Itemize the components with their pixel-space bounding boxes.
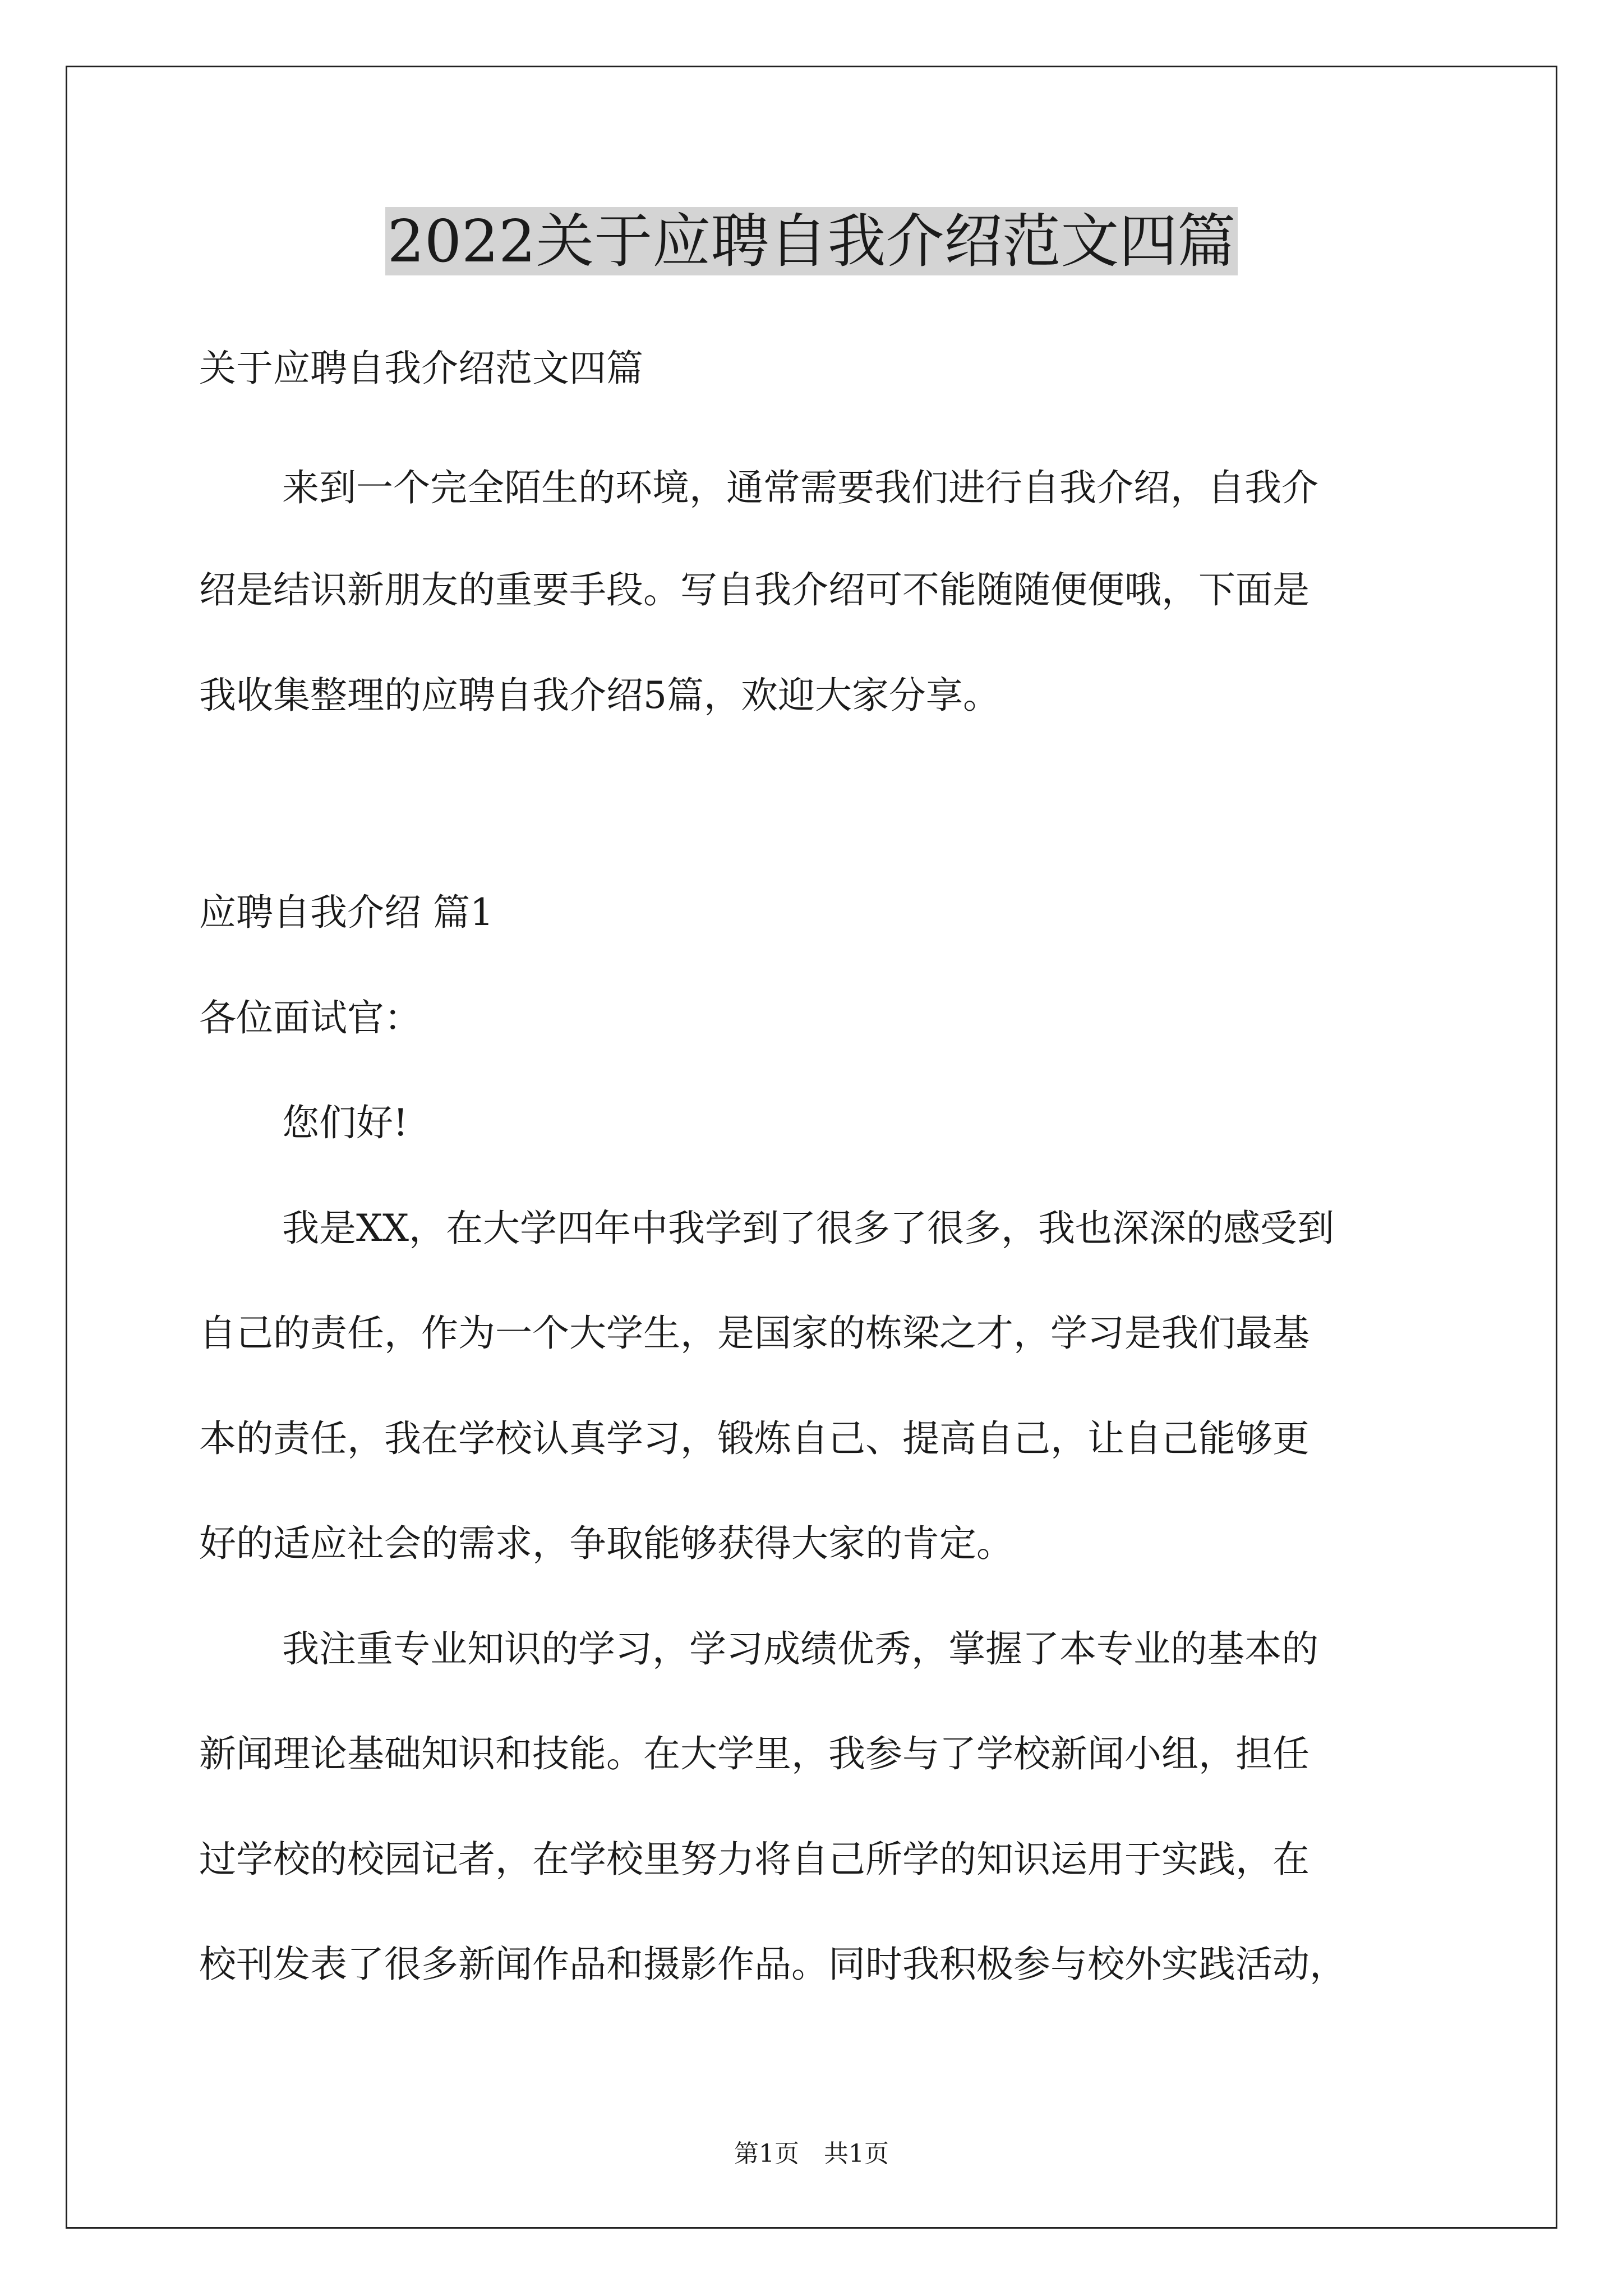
intro-line: 来到一个完全陌生的环境，通常需要我们进行自我介绍，自我介	[282, 466, 1318, 509]
greeting: 您们好!	[282, 1101, 408, 1144]
paragraph-line: 过学校的校园记者，在学校里努力将自己所学的知识运用于实践，在	[199, 1838, 1310, 1881]
salutation: 各位面试官：	[199, 996, 421, 1039]
paragraph-line: 校刊发表了很多新闻作品和摄影作品。同时我积极参与校外实践活动，	[199, 1943, 1347, 1986]
paragraph-line: 我是XX，在大学四年中我学到了很多了很多，我也深深的感受到	[282, 1207, 1334, 1250]
document-title-text: 2022关于应聘自我介绍范文四篇	[385, 207, 1238, 275]
document-subtitle: 关于应聘自我介绍范文四篇	[199, 347, 643, 390]
paragraph-line: 自己的责任，作为一个大学生，是国家的栋梁之才，学习是我们最基	[199, 1312, 1310, 1355]
intro-line: 我收集整理的应聘自我介绍5篇，欢迎大家分享。	[199, 674, 1000, 717]
paragraph-line: 新闻理论基础知识和技能。在大学里，我参与了学校新闻小组，担任	[199, 1732, 1310, 1775]
page-footer: 第1页 共1页	[734, 2139, 889, 2168]
paragraph-line: 本的责任，我在学校认真学习，锻炼自己、提高自己，让自己能够更	[199, 1417, 1310, 1460]
paragraph-line: 好的适应社会的需求，争取能够获得大家的肯定。	[199, 1522, 1013, 1565]
intro-line: 绍是结识新朋友的重要手段。写自我介绍可不能随随便便哦，下面是	[199, 568, 1310, 611]
section-heading: 应聘自我介绍 篇1	[199, 891, 494, 934]
paragraph-line: 我注重专业知识的学习，学习成绩优秀，掌握了本专业的基本的	[282, 1627, 1318, 1671]
document-title	[0, 199, 1623, 283]
